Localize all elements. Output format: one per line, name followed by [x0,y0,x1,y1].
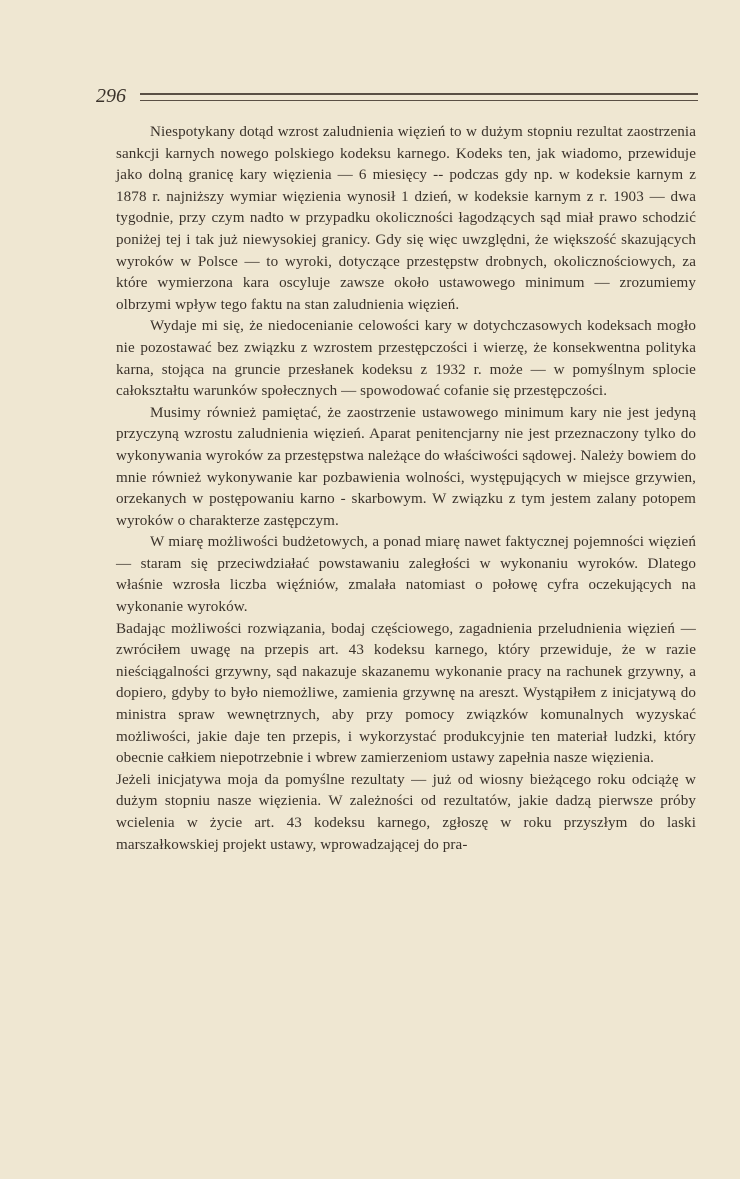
page-number: 296 [96,85,126,107]
paragraph-4: W miarę możliwości budżetowych, a ponad miarę nawet faktycznej pojemności więzień — staram się przeciwdziałać powstawaniu zaległości w wykonaniu wyroków. Dlatego właśnie wzrosła liczba więźniów, zmalała natomiast o połowę cyfra oczekujących na wykonanie wyroków. [116,534,696,616]
paragraph-2: Wydaje mi się, że niedocenianie celowości kary w dotychczasowych kodeksach mogło nie pozostawać bez związku z wzrostem przestępczości i wierzę, że konsekwentna polityka karna, stojąca na gruncie przesłanek kodeksu z 1932 r. może — w pomyślnym splocie całokształtu warunków społecznych — spowodować cofanie się przestępczości. [116,318,696,400]
paragraph-5: Badając możliwości rozwiązania, bodaj częściowego, zagadnienia przeludnienia więzień — zwróciłem uwagę na przepis art. 43 kodeksu karnego, który przewiduje, że w razie nieściągalności grzywny, sąd nakazuje skazanemu wykonanie pracy na rachunek grzywny, a dopiero, gdyby to było niemożliwe, zamienia grzywnę na areszt. Wystąpiłem z inicjatywą do ministra spraw wewnętrznych, aby przy pomocy związków komunalnych wyzyskać możliwości, jakie daje ten przepis, i wykorzystać produkcyjnie ten materiał ludzki, który obecnie całkiem niepotrzebnie i wbrew zamierzeniom ustawy zapełnia nasze więzienia. [116,620,696,767]
paragraph-6: Jeżeli inicjatywa moja da pomyślne rezultaty — już od wiosny bieżącego roku odciążę w dużym stopniu nasze więzienia. W zależności od rezultatów, jakie dadzą pierwsze próby wcielenia w życie art. 43 kodeksu karnego, zgłoszę w roku przyszłym do laski marszałkowskiej projekt ustawy, wprowadzającej do pra- [116,771,696,853]
body-text [116,122,696,856]
header-rule [140,93,698,101]
paragraph-1: Niespotykany dotąd wzrost zaludnienia więzień to w dużym stopniu rezultat zaostrzenia sankcji karnych nowego polskiego kodeksu karnego. Kodeks ten, jak wiadomo, przewiduje jako dolną granicę kary więzienia — 6 miesięcy -- podczas gdy np. w kodeksie karnym z 1878 r. najniższy wymiar więzienia wynosił 1 dzień, w kodeksie karnym z r. 1903 — dwa tygodnie, przy czym nadto w przypadku okoliczności łagodzących sąd miał prawo schodzić poniżej tej i tak już niewysokiej granicy. Gdy się więc uwzględni, że większość skazujących wyroków w Polsce — to wyroki, dotyczące przestępstw drobnych, okolicznościowych, za które wymierzona kara oscyluje zawsze około ustawowego minimum — zrozumiemy olbrzymi wpływ tego faktu na stan zaludnienia więzień. [116,124,696,313]
paragraph-3: Musimy również pamiętać, że zaostrzenie ustawowego minimum kary nie jest jedyną przyczyną wzrostu zaludnienia więzień. Aparat penitencjarny nie jest przeznaczony tylko do wykonywania wyroków za przestępstwa należące do właściwości sądowej. Należy bowiem do mnie również wykonywanie kar pozbawienia wolności, występujących w miejsce grzywien, orzekanych w postępowaniu karno - skarbowym. W związku z tym jestem zalany potopem wyroków o charakterze zastępczym. [116,404,696,529]
page-header [96,84,698,108]
